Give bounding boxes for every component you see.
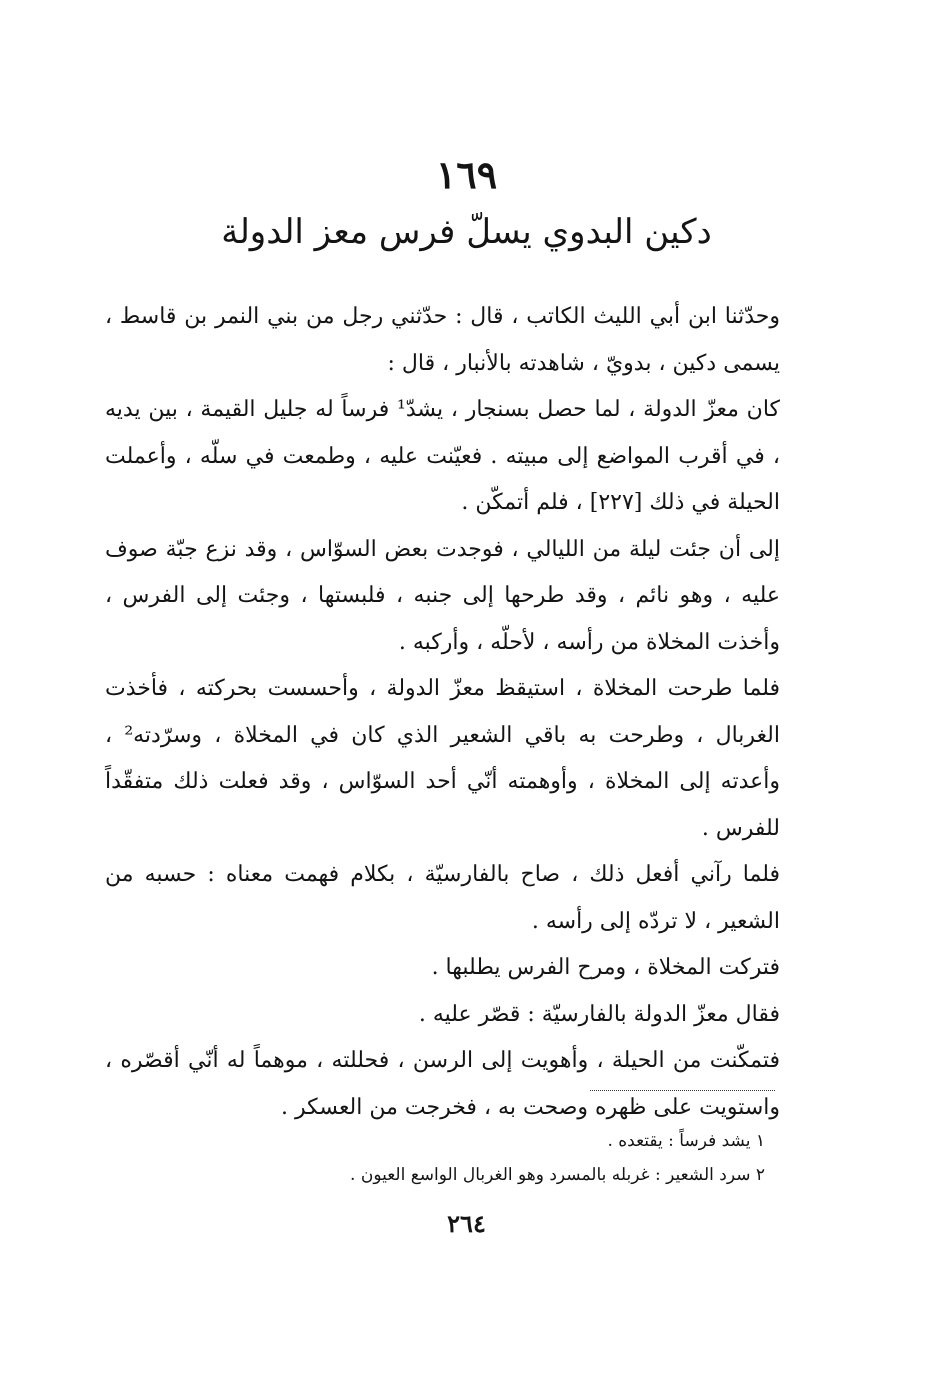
footnote-1: ١ يشد فرساً : يقتعده . (607, 1131, 765, 1151)
footnote-2: ٢ سرد الشعير : غربله بالمسرد وهو الغربال الواسع العيون . (350, 1165, 765, 1185)
paragraph-7: فقال معزّ الدولة بالفارسيّة : قصّر عليه . (418, 1001, 780, 1027)
paragraph-1: وحدّثنا ابن أبي الليث الكاتب ، قال : حدّثني رجل من بني النمر بن قاسط ، يسمى دكين ، بدويّ ، شاهدته بالأنبار ، قال : (105, 304, 780, 376)
paragraph-6: فتركت المخلاة ، ومرح الفرس يطلبها . (431, 955, 780, 980)
story-number: ١٦٩ (435, 152, 498, 197)
paragraph-5: فلما رآني أفعل ذلك ، صاح بالفارسيّة ، بكلام فهمت معناه : حسبه من الشعير ، لا تردّه إلى رأسه . (105, 862, 780, 934)
paragraph-8: فتمكّنت من الحيلة ، وأهويت إلى الرسن ، فحللته ، موهماً له أنّي أقصّره ، واستويت على ظهره وصحت به ، فخرجت من العسكر . (105, 1048, 780, 1120)
footnote-separator (590, 1090, 775, 1091)
story-body (105, 294, 780, 1131)
paragraph-3: إلى أن جئت ليلة من الليالي ، فوجدت بعض السوّاس ، وقد نزع جبّة صوف عليه ، وهو نائم ، وقد طرحها إلى جنبه ، فلبستها ، وجئت إلى الفرس ، وأخذت المخلاة من رأسه ، لأحلّه ، وأركبه . (105, 536, 780, 655)
footnotes (105, 1124, 765, 1192)
story-title: دكين البدوي يسلّ فرس معز الدولة (221, 212, 712, 252)
paragraph-4: فلما طرحت المخلاة ، استيقظ معزّ الدولة ، وأحسست بحركته ، فأخذت الغربال ، وطرحت به باقي الشعير الذي كان في المخلاة ، وسرّدته² ، وأعدته إلى المخلاة ، وأوهمته أنّي أحد السوّاس ، وقد فعلت ذلك متفقّداً للفرس . (105, 676, 780, 841)
paragraph-2: كان معزّ الدولة ، لما حصل بسنجار ، يشدّ¹ فرساً له جليل القيمة ، بين يديه ، في أقرب المواضع إلى مبيته . فعيّنت عليه ، وطمعت في سلّه ، وأعملت الحيلة في ذلك [٢٢٧] ، فلم أتمكّن . (105, 397, 780, 515)
page-number: ٢٦٤ (447, 1209, 486, 1238)
